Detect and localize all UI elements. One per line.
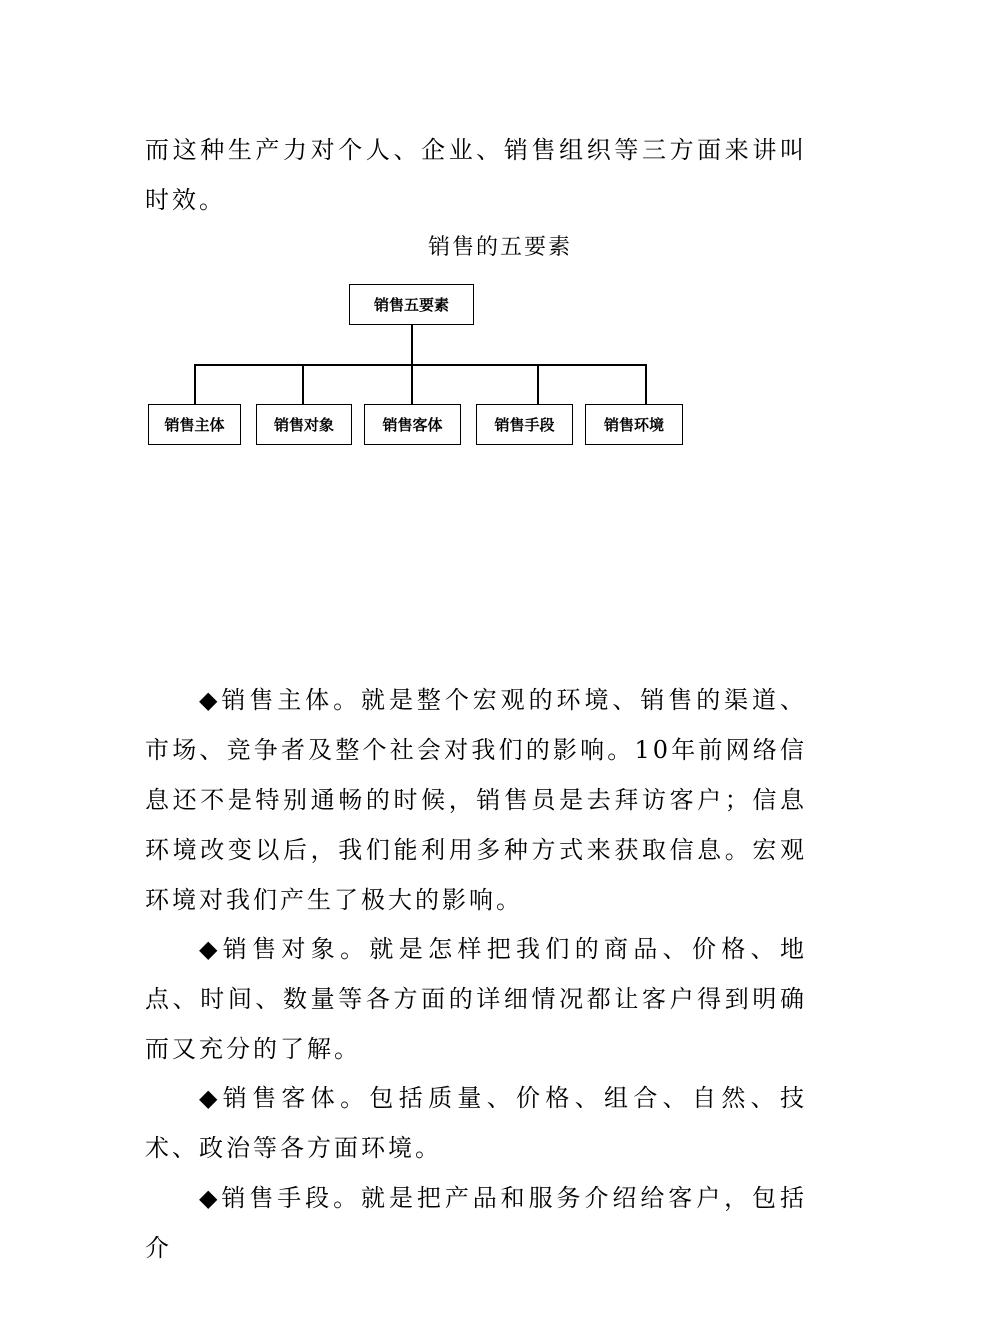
intro-paragraph: 而这种生产力对个人、企业、销售组织等三方面来讲叫时效。 bbox=[145, 136, 807, 214]
section-sales-subject: ◆销售主体。就是整个宏观的环境、销售的渠道、市场、竞争者及整个社会对我们的影响。10年前网络信息还不是特别通畅的时候，销售员是去拜访客户；信息环境改变以后，我们能利用多种方式来获取信息。宏观环境对我们产生了极大的影响。 bbox=[145, 686, 807, 914]
connector-branch bbox=[302, 364, 304, 404]
connector-branch bbox=[645, 364, 647, 404]
connector-trunk bbox=[411, 325, 413, 365]
section-sales-means: ◆销售手段。就是把产品和服务介绍给客户，包括介 bbox=[145, 1184, 807, 1262]
child-node-means: 销售手段 bbox=[476, 404, 573, 445]
section-sales-object: ◆销售对象。就是怎样把我们的商品、价格、地点、时间、数量等各方面的详细情况都让客户得到明确而又充分的了解。 bbox=[145, 935, 807, 1063]
connector-branch bbox=[537, 364, 539, 404]
child-node-object-entity: 销售客体 bbox=[364, 404, 461, 445]
child-node-environment: 销售环境 bbox=[585, 404, 683, 445]
diagram-title: 销售的五要素 bbox=[427, 235, 572, 260]
section-sales-object-entity: ◆销售客体。包括质量、价格、组合、自然、技术、政治等各方面环境。 bbox=[145, 1084, 807, 1162]
child-node-object: 销售对象 bbox=[256, 404, 352, 445]
root-node: 销售五要素 bbox=[349, 284, 474, 325]
child-node-subject: 销售主体 bbox=[148, 404, 241, 445]
connector-branch bbox=[411, 364, 413, 404]
connector-branch bbox=[194, 364, 196, 404]
connector-bar bbox=[194, 364, 646, 366]
